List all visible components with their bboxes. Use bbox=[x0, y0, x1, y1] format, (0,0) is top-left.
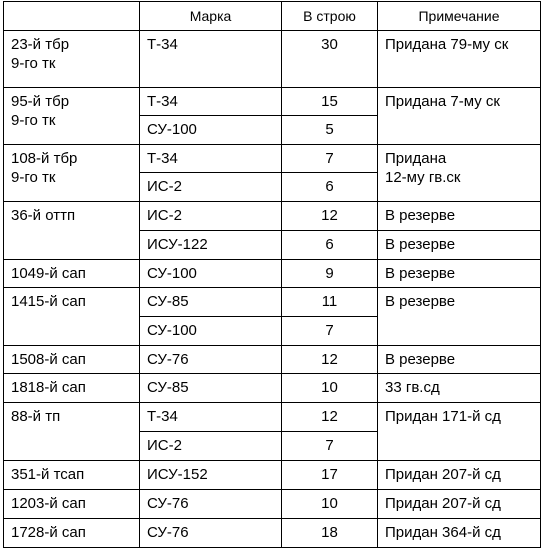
model-cell: СУ-100 bbox=[140, 260, 282, 288]
header-row bbox=[4, 2, 541, 31]
unit-cell bbox=[4, 31, 140, 88]
header-note: Примечание bbox=[378, 2, 541, 31]
model-cell: СУ-85 bbox=[140, 374, 282, 403]
table-row bbox=[4, 490, 541, 519]
note-cell bbox=[378, 461, 541, 490]
count-cell: 10 bbox=[282, 374, 378, 403]
note-cell: В резерве bbox=[378, 231, 541, 260]
note-cell bbox=[378, 346, 541, 374]
table-body bbox=[4, 31, 541, 548]
unit-name-line: 1818-й сап bbox=[11, 379, 86, 396]
count-cell: 7 bbox=[282, 432, 378, 461]
unit-name-line: 9-го тк bbox=[11, 169, 56, 186]
unit-name-line: 351-й тсап bbox=[11, 466, 85, 483]
unit-cell bbox=[4, 461, 140, 490]
table-row bbox=[4, 145, 541, 173]
note-line: Придан 171-й сд bbox=[385, 408, 501, 425]
model-cell: ИСУ-122 bbox=[140, 231, 282, 260]
model-cell: СУ-100 bbox=[140, 317, 282, 346]
table-row bbox=[4, 31, 541, 88]
table-row bbox=[4, 88, 541, 116]
note-line: Придана bbox=[385, 150, 447, 167]
unit-name-line: 36-й оттп bbox=[11, 207, 76, 224]
note-cell bbox=[378, 403, 541, 461]
count-cell: 18 bbox=[282, 519, 378, 548]
count-cell: 12 bbox=[282, 346, 378, 374]
note-line: Придан 207-й сд bbox=[385, 466, 501, 483]
unit-name-line: 1049-й сап bbox=[11, 265, 86, 282]
model-cell: Т-34 bbox=[140, 145, 282, 173]
model-cell: ИСУ-152 bbox=[140, 461, 282, 490]
note-cell bbox=[378, 260, 541, 288]
model-cell: ИС-2 bbox=[140, 173, 282, 202]
note-cell bbox=[378, 374, 541, 403]
unit-name-line: 95-й тбр bbox=[11, 93, 70, 110]
note-line: Придан 364-й сд bbox=[385, 524, 501, 541]
note-cell bbox=[378, 490, 541, 519]
count-cell: 17 bbox=[282, 461, 378, 490]
note-line: 12-му гв.ск bbox=[385, 169, 461, 186]
table-row bbox=[4, 461, 541, 490]
note-cell bbox=[378, 31, 541, 88]
header-count: В строю bbox=[282, 2, 378, 31]
unit-name-line: 1203-й сап bbox=[11, 495, 86, 512]
table-row bbox=[4, 288, 541, 317]
count-cell: 6 bbox=[282, 173, 378, 202]
note-cell bbox=[378, 145, 541, 202]
note-line: Придан 207-й сд bbox=[385, 495, 501, 512]
model-cell: СУ-85 bbox=[140, 288, 282, 317]
note-line: 33 гв.сд bbox=[385, 379, 440, 396]
count-cell: 12 bbox=[282, 403, 378, 432]
unit-name-line: 88-й тп bbox=[11, 408, 61, 425]
note-line: Придана 79-му ск bbox=[385, 36, 509, 53]
model-cell: СУ-76 bbox=[140, 490, 282, 519]
model-cell: Т-34 bbox=[140, 31, 282, 88]
table-row bbox=[4, 403, 541, 432]
model-cell: СУ-76 bbox=[140, 519, 282, 548]
count-cell: 7 bbox=[282, 145, 378, 173]
model-cell: СУ-100 bbox=[140, 116, 282, 145]
unit-cell bbox=[4, 346, 140, 374]
unit-cell bbox=[4, 202, 140, 260]
note-line: В резерве bbox=[385, 293, 456, 310]
header-unit bbox=[4, 2, 140, 31]
unit-name-line: 9-го тк bbox=[11, 55, 56, 72]
unit-name-line: 1415-й сап bbox=[11, 293, 86, 310]
count-cell: 7 bbox=[282, 317, 378, 346]
count-cell: 6 bbox=[282, 231, 378, 260]
table-row bbox=[4, 374, 541, 403]
count-cell: 10 bbox=[282, 490, 378, 519]
unit-cell bbox=[4, 288, 140, 346]
count-cell: 15 bbox=[282, 88, 378, 116]
table-row bbox=[4, 519, 541, 548]
note-line: В резерве bbox=[385, 351, 456, 368]
unit-cell bbox=[4, 403, 140, 461]
model-cell: Т-34 bbox=[140, 88, 282, 116]
model-cell: Т-34 bbox=[140, 403, 282, 432]
note-line: Придана 7-му ск bbox=[385, 93, 500, 110]
model-cell: СУ-76 bbox=[140, 346, 282, 374]
units-table bbox=[3, 1, 541, 548]
table-row bbox=[4, 202, 541, 231]
note-cell: В резерве bbox=[378, 202, 541, 231]
model-cell: ИС-2 bbox=[140, 432, 282, 461]
unit-cell bbox=[4, 374, 140, 403]
model-cell: ИС-2 bbox=[140, 202, 282, 231]
count-cell: 30 bbox=[282, 31, 378, 88]
unit-cell bbox=[4, 260, 140, 288]
unit-name-line: 1728-й сап bbox=[11, 524, 86, 541]
unit-cell bbox=[4, 519, 140, 548]
count-cell: 11 bbox=[282, 288, 378, 317]
header-model: Марка bbox=[140, 2, 282, 31]
unit-name-line: 108-й тбр bbox=[11, 150, 78, 167]
note-cell bbox=[378, 288, 541, 346]
unit-name-line: 23-й тбр bbox=[11, 36, 70, 53]
note-cell bbox=[378, 519, 541, 548]
note-line: В резерве bbox=[385, 265, 456, 282]
count-cell: 12 bbox=[282, 202, 378, 231]
unit-cell bbox=[4, 145, 140, 202]
count-cell: 9 bbox=[282, 260, 378, 288]
unit-name-line: 9-го тк bbox=[11, 112, 56, 129]
unit-cell bbox=[4, 490, 140, 519]
count-cell: 5 bbox=[282, 116, 378, 145]
unit-cell bbox=[4, 88, 140, 145]
unit-name-line: 1508-й сап bbox=[11, 351, 86, 368]
table-row bbox=[4, 346, 541, 374]
note-cell bbox=[378, 88, 541, 145]
table-row bbox=[4, 260, 541, 288]
